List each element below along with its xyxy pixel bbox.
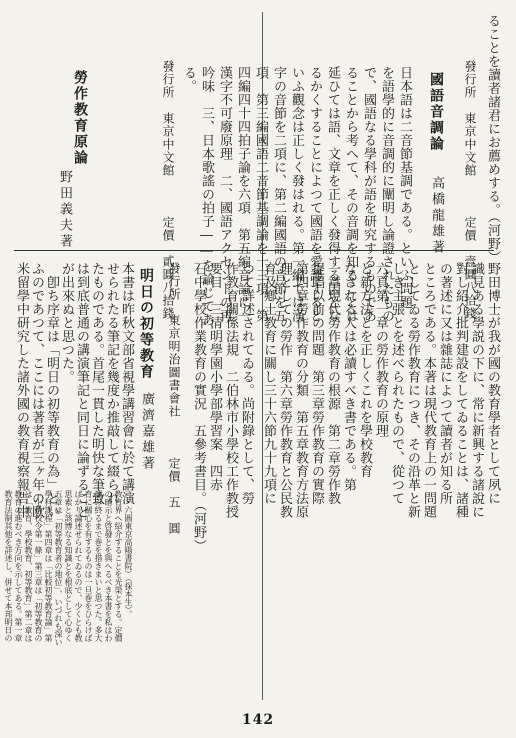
- rodo-body-line: 育及鄕土教育に關し三十六節九十九項に: [261, 262, 276, 505]
- kokugo-author: 高橋龍雄著: [429, 176, 444, 256]
- kokugo-body-line: 字の音節を二項に、第二編國語の音節を五: [271, 66, 286, 323]
- rodo-body-line: 石中學校作業教育の實況 五參考書目。（河野）: [191, 262, 206, 553]
- shoto-body-line: 三・六圓東京高陽書院）（探本生）。: [124, 490, 133, 618]
- rodo-body-line: 作教育關係法規 二伯林市小學校工作教授: [223, 262, 238, 519]
- rodo-body-line: としてゐる勞作教育につき、その沿革と新: [405, 262, 420, 519]
- rodo-body-line: 要目 三清明學園小學部學習案 四赤: [207, 262, 222, 492]
- shoto-body-line: は到底普通の講演筆記と同日に論ずること: [74, 262, 89, 519]
- shoto-body-line: 米留學中研究した諸外國の教育視察報告中: [14, 262, 29, 519]
- kokugo-body-line: る。: [181, 66, 196, 93]
- kokugo-body-line: いふ觀念は正しく發はれる。第一編では漢: [289, 66, 304, 323]
- kokugo-body-line: 漢字不可廢原理 二、國語アクセントの再: [217, 66, 232, 323]
- shoto-body-line: 思索と該博なる知識とを根底として心ゆく: [64, 490, 73, 642]
- rodo-author: 野田義夫著: [57, 170, 72, 250]
- kokugo-body-line: 吟味 三、日本歌謠の拍子――を論じてあ: [199, 66, 214, 327]
- shoto-body-line: 教育法制其他を詳述し、併せて本邦明日の: [4, 490, 13, 642]
- page-number: 142: [241, 712, 275, 728]
- rodo-title: 勞作教育原論: [72, 70, 88, 166]
- rodo-body-line: なされる人は必讀すべき書である。第: [341, 262, 356, 492]
- shoto-author: 廣濟嘉雄著: [139, 392, 154, 472]
- rodo-body-line: 理としての勞作 第六章勞作教育と公民教: [277, 262, 292, 519]
- rodo-body-line: しき主張とを述べられたもので、從つて: [389, 262, 404, 505]
- rodo-body-line: と新方法とを正しくこれを學校教育: [357, 262, 372, 478]
- shoto-body-line: 學科課程」第四章は「比較初等教育論」第: [44, 490, 53, 642]
- rodo-body-line: の著述に又は雜誌によつて讀者が知る所: [437, 262, 452, 505]
- shoto-title: 明日の初等教育: [138, 268, 154, 380]
- rodo-body-line: 識見ある學説の下に、常に新興する諸說に: [469, 262, 484, 519]
- rodo-body-line: 提唱以前の問題 第三章勞作教育の實際: [309, 262, 324, 505]
- shoto-body-line: 育に關心を有するものは一旦巻をひらけば: [84, 490, 93, 642]
- shoto-body-line: せられたる筆記を幾度か推敲して綴られ: [104, 262, 119, 505]
- prev-review-closing: ることを讀者諸君にお薦めする。（河野）: [485, 14, 500, 264]
- shoto-body-line: ふのであつて、ここには著者が三ヶ年の欧: [29, 262, 44, 519]
- kokugo-publisher: 發行所 東京中文館 定價 貳圓八拾錢: [161, 60, 175, 320]
- shoto-body-line: 「小學校令第一條」第三章は「初等教育の: [34, 490, 43, 642]
- rodo-body-line: つて詳述されてゐる。尚附錄として、勞: [239, 262, 254, 505]
- shoto-body-line: 卽ち序章は「明日の初等教育の為」とい: [44, 262, 59, 519]
- shoto-body-line: ばかり論述せられてゐるので、少くとも教: [74, 490, 83, 642]
- prev-review-publisher: 發行所 東京中文館 定價 壹圓八拾錢: [463, 60, 477, 320]
- shoto-body-line: 本書は昨秋文部省視學講習會に於て講演: [119, 262, 134, 505]
- rodo-body-line: 第四章勞作教育の分類 第五章教育方法原: [293, 262, 308, 519]
- shoto-body-line: が出來ぬと思つた。: [59, 262, 74, 384]
- kokugo-body-line: るかくすることによつて國語を愛護すると: [307, 66, 322, 323]
- rodo-body-line: ところである。本著は現代教育上の一問題: [421, 262, 436, 519]
- kokugo-body-line: 延ひては語、文章を正しく發得する因とな: [325, 66, 340, 323]
- shoto-body-line: たものである。首尾一貫した明快な筆致: [89, 262, 104, 505]
- kokugo-body-line: ることから考へて、その音調を知ることは: [343, 66, 358, 323]
- rodo-publisher: 發行所 東京明治圖書會社 定價 五 圓: [167, 262, 181, 535]
- shoto-body-line: 五章は「初等教育者の地位」、いづれも深い: [54, 490, 63, 646]
- rodo-body-line: 野田博士が我が國の教育學者として夙に: [485, 262, 500, 505]
- shoto-body-line: 教育界へ紹介することを光榮とする。定價: [114, 490, 123, 642]
- shoto-body-line: の暗示と啓發とを與へるべき本書を私はわ: [104, 490, 113, 642]
- kokugo-body-line: を語學的に音調的に闡明し論證されたもの: [379, 66, 394, 323]
- shoto-body-line: 教育の進むべき方向を示してある。第一章: [14, 490, 23, 642]
- kokugo-title: 國語音調論: [428, 72, 444, 152]
- kokugo-body-line: 四編四十四拍子論を六項 第五編音論に一: [235, 66, 250, 323]
- shoto-body-line: 讀み終るまで巻を措きまいと思つた。多大: [94, 490, 103, 642]
- kokugo-body-line: で、國語なる學科が語を研究するものであ: [361, 66, 376, 323]
- rodo-body-line: 六頁第一章の勞作教育の原理: [373, 262, 388, 438]
- kokugo-body-line: 日本語は二音節基調である。といふ問題: [397, 66, 412, 309]
- kokugo-body-line: 項 第三編國語二音節基調論を十三項 第: [253, 66, 268, 323]
- rodo-body-line: 對し紹介批判建設をしてゐることは、諸種: [453, 262, 468, 519]
- shoto-body-line: は「教育、學校教育、初等教育」第二章は: [24, 490, 33, 642]
- rodo-body-line: 一章現代勞作教育の根源 第二章勞作教: [325, 262, 340, 505]
